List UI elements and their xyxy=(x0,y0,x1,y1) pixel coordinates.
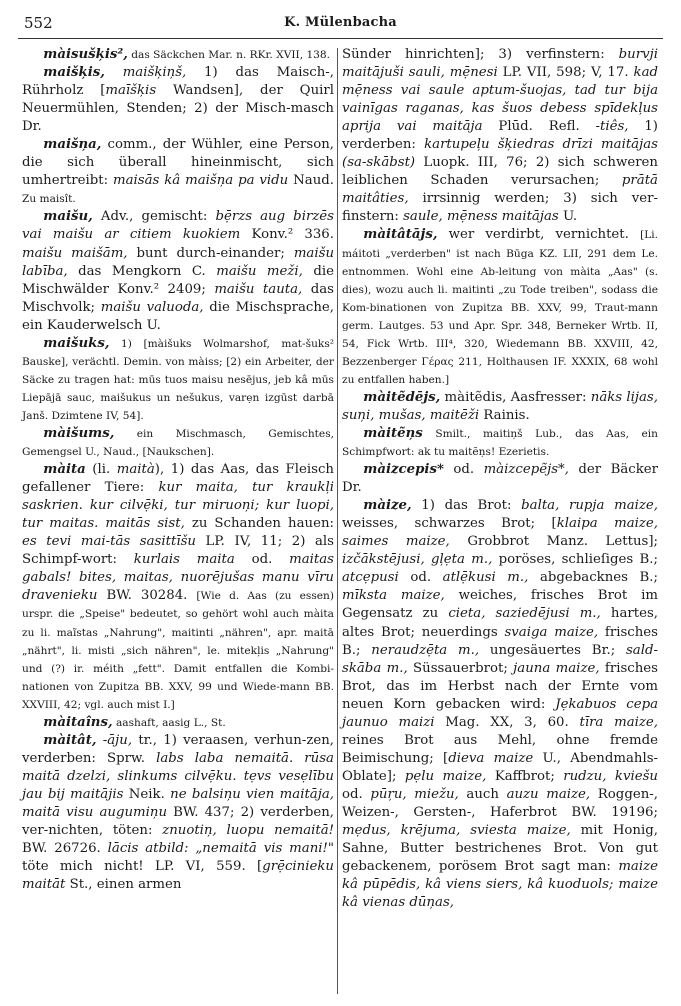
entry-note: Zu maisît. xyxy=(22,193,76,206)
entry-example: -tiês, xyxy=(595,119,629,135)
entry-text: Rainis. xyxy=(479,407,530,423)
dictionary-entry xyxy=(342,389,658,425)
entry-note: [Wie d. Aas (zu essen) urspr. die „Speise" bedeutet, so gehört wohl auch màita zu li. maĩstas „Nahrung", maitinti „nähren", apr. maitā „nährt", li. misti „sich nähren", le. mitekl̦is „Nahrung" und (?) ir. méith „fett". Damit entfallen die Kombi-nationen von Zupitza BB. XXV, 99 und Wiede-mann BB. XXVIII, 42; vgl. auch mist I.] xyxy=(22,590,335,711)
dictionary-entry xyxy=(22,208,334,334)
right-column xyxy=(342,46,658,912)
entry-example: ne balsiņu vien maitāja, maitā visu augumiņu xyxy=(22,786,335,820)
entry-text: od. xyxy=(398,570,443,586)
entry-example: mīksta maize, xyxy=(342,588,445,604)
entry-example: grẹ̄cinieku maitāt xyxy=(22,859,334,893)
entry-text: abgebacknes B.; xyxy=(528,570,659,586)
entry-text: od. xyxy=(342,786,371,802)
entry-example: mẹdus, krējuma, sviesta maize, xyxy=(342,823,571,839)
entry-text: Naud. xyxy=(288,173,334,189)
entry-headword: màitât, xyxy=(43,732,97,748)
entry-text: comm., der Wühler, eine Person, die sich überall hineinmischt, sich umhertreibt: xyxy=(22,137,334,189)
entry-text: Konv.² 336. xyxy=(240,227,334,243)
entry-example: màizcepẽjs*, xyxy=(483,462,569,478)
entry-text: Kaffbrot; xyxy=(486,768,564,784)
entry-text: BW. 437; 2) verderben, ver-nichten, töten: xyxy=(22,804,334,839)
entry-example: rudzu, kviešu xyxy=(563,768,658,784)
entry-text: LP. VII, 598; V, 17. xyxy=(497,65,634,81)
entry-text: BW. 30284. xyxy=(97,588,197,604)
entry-example: lācis atbild: „nemaitā vis mani!" xyxy=(107,841,334,857)
entry-note: aashaft, aasig L., St. xyxy=(112,716,226,729)
entry-headword: màize, xyxy=(363,498,412,514)
entry-example: kurlais maita xyxy=(133,552,235,568)
entry-headword: maišu, xyxy=(43,209,93,225)
entry-headword: màitâtājs, xyxy=(363,227,438,243)
entry-example: maize kâ pūpēdis, kâ viens siers, kâ kuoduols; maize kâ vienas dūņas, xyxy=(342,859,658,911)
entry-text: ungesäuertes Br.; xyxy=(479,642,626,658)
entry-example: atcẹpusi xyxy=(342,570,399,586)
entry-note: [Li. máitoti „verderben" ist nach Būga KZ. LII, 291 dem Le. entnommen. Wohl eine Ab-leitung von màita „Aas" (s. dies), wozu auch li. maitinti „zu Tode treiben", sodass die Kom-binationen von Zupitza BB. XXV, 99, Traut-mann germ. Lautges. 53 und Apr. Spr. 348, Berneker Wrtb. II, 54, Fick Wrtb. III⁴, 320, Wiedemann BB. XXVIII, 42, Bezzenberger Γέρας 211, Holthausen IF. XXXIX, 68 wohl zu entfallen haben.] xyxy=(342,229,658,386)
entry-example: maišķiņš, xyxy=(104,65,187,81)
entry-example: labs laba nemaitā. rūsa maitā dzelzi, slinkums cilvẹ̄ku. tẹvs vesẹlību jau bij maitājis xyxy=(22,750,334,802)
entry-text: weiches, frisches Brot im Gegensatz zu xyxy=(342,588,658,622)
dictionary-entry xyxy=(22,136,334,208)
entry-text: BW. 26726. xyxy=(22,841,108,857)
entry-text: irrsinnig werden; 3) sich ver-finstern: xyxy=(342,191,658,225)
entry-example: balta, rupja maize, xyxy=(521,498,659,514)
entry-example: prātā maitâties, xyxy=(342,173,658,207)
entry-text: Mag. XX, 3, 60. xyxy=(434,714,580,730)
entry-headword: màitẽdējs, xyxy=(363,389,441,405)
entry-headword: màišums, xyxy=(43,425,115,441)
entry-example: pūŗu, miežu, xyxy=(370,786,459,802)
entry-text: St., einen armen xyxy=(65,877,182,893)
entry-example: maišu tauta, xyxy=(214,281,303,297)
entry-text: 1) das Brot: xyxy=(411,498,522,514)
entry-text: Wandsen], der Quirl Neuermühlen, Stenden; 2) der Misch-masch Dr. xyxy=(22,83,334,135)
entry-text: das Mengkorn C. xyxy=(67,263,217,279)
dictionary-entry xyxy=(22,64,334,136)
dictionary-entry xyxy=(342,226,658,388)
entry-example: sald-skāba m., xyxy=(342,642,658,676)
entry-headword: maišuks, xyxy=(43,335,110,351)
entry-text: frisches Brot, das im Herbst nach der Ernte vom neuen Korn gebacken wird: xyxy=(342,660,658,712)
entry-example: maišu meži, xyxy=(216,263,303,279)
entry-text: die Mischsprache, ein Kauderwelsch U. xyxy=(22,299,334,333)
entry-note: 1) [màišuks Wolmarshof, mat-šuks² Bauske], verächtl. Demin. von màiss; [2) ein Arbeiter, der Säcke zu tragen hat: mūs tuos maisu nesējus, jeb kâ mūs Liepājā sauc, maišukus un nešukus, varẹn izgūst darbā Janš. Dzimtene IV, 54]. xyxy=(22,337,334,422)
entry-text: 1) das Maisch-, Rührholz [ xyxy=(22,65,334,99)
entry-text: Adv., gemischt: xyxy=(92,209,216,225)
entry-example: atlẹ̄kusi m., xyxy=(442,570,529,586)
entry-headword: màita xyxy=(43,462,86,478)
entry-note: das Säckchen Mar. n. RKr. XVII, 138. xyxy=(127,49,331,61)
entry-text: U., Abendmahls-Oblate]; xyxy=(342,750,659,784)
entry-example: es tevi mai-tās sasittīšu xyxy=(22,534,196,550)
dictionary-entry xyxy=(22,46,334,64)
entry-example: maīšķis xyxy=(105,83,157,99)
entry-text: 1) verderben: xyxy=(342,119,658,153)
entry-example: svaiga maize, xyxy=(504,624,599,640)
running-head: K. Mülenbacha xyxy=(284,15,397,30)
entry-example: bẹ̄rzs aug birzēs vai maišu ar citiem kuokiem xyxy=(22,209,335,243)
entry-example: maišu valuoda, xyxy=(100,299,204,315)
header-rule xyxy=(18,38,663,39)
entry-example: maità xyxy=(116,462,155,478)
entry-headword: màizcepis* xyxy=(363,462,444,478)
entry-text: Plūd. Refl. xyxy=(482,119,596,135)
dictionary-entry xyxy=(22,461,334,714)
dictionary-entry xyxy=(22,425,334,461)
dictionary-entry xyxy=(342,46,658,226)
entry-text: od. xyxy=(234,552,290,568)
entry-text: auch xyxy=(458,786,507,802)
entry-example: tīra maize, xyxy=(579,714,658,730)
left-column xyxy=(22,46,334,894)
entry-example: kad mẹ̄ness vai saule aptum-šuojas, tad tur bija vainīgas raganas, kas šuos debess spīdekļus aprija vai maitāja xyxy=(342,65,659,135)
entry-text: das Mischvolk; xyxy=(22,281,334,315)
entry-text: Sünder hinrichten]; 3) verfinstern: xyxy=(342,47,619,62)
entry-headword: màisušķis², xyxy=(43,47,128,62)
dictionary-entry xyxy=(22,335,334,425)
entry-headword: maišņa, xyxy=(43,137,102,153)
entry-text: poröses, schlieſiges B.; xyxy=(492,552,659,568)
entry-example: saule, mẹ̄ness maitājas xyxy=(403,209,559,225)
entry-example: kartupeļu šķiedras drīzi maitājas (sa-skābst) xyxy=(342,137,658,171)
entry-text: màitẽdis, Aasfresser: xyxy=(440,389,591,405)
entry-text: töte mich nicht! LP. VI, 559. [ xyxy=(22,859,263,875)
entry-text: reines Brot aus Mehl, ohne fremde Beimischung; [ xyxy=(342,732,658,766)
entry-text: bunt durch-einander; xyxy=(127,245,294,261)
page-header xyxy=(18,6,663,36)
entry-note: ein Mischmasch, Gemischtes, Gemengsel U., Naud., [Naukschen]. xyxy=(22,427,334,459)
entry-text: hartes, altes Brot; neuerdings xyxy=(342,606,658,640)
entry-example: jauna maize, xyxy=(513,660,600,676)
entry-note: Smilt., maitiņš Lub., das Aas, ein Schimpfwort: ak tu maitẽņs! Ezerietis. xyxy=(342,427,658,459)
entry-text: die Mischwälder Konv.² 2409; xyxy=(22,263,334,297)
dictionary-entry xyxy=(342,461,658,497)
entry-text: Süssauerbrot; xyxy=(407,660,514,676)
entry-headword: maišķis, xyxy=(43,65,105,81)
dictionary-entry xyxy=(22,732,334,894)
entry-example: maitas gabals! bites, maitas, nuorējušas manu vīru dravenieku xyxy=(22,552,334,604)
entry-text: od. xyxy=(443,462,484,478)
entry-example: neraudzẹ̄ta m., xyxy=(371,642,480,658)
entry-example: dieva maize xyxy=(448,750,534,766)
entry-text: frisches B.; xyxy=(342,624,658,658)
entry-example: klaipa maize, saimes maize, xyxy=(342,516,659,550)
entry-text: Grobbrot Manz. Lettus]; xyxy=(449,534,658,550)
entry-text: weisses, schwarzes Brot; [ xyxy=(342,516,557,532)
entry-example: Jẹkabuos cepa jaunuo maizi xyxy=(342,696,659,730)
dictionary-entry xyxy=(22,714,334,732)
dictionary-entry xyxy=(342,425,658,461)
entry-example: burvji maitājuši sauli, mẹ̄nesi xyxy=(342,47,658,81)
column-divider xyxy=(337,48,338,994)
entry-text: Luopk. III, 76; 2) sich schweren leiblichen Schaden verursachen; xyxy=(342,155,658,189)
entry-headword: màitẽņs xyxy=(363,425,423,441)
entry-text: U. xyxy=(558,209,578,225)
entry-example: cieta, saziedējusi m., xyxy=(448,606,601,622)
entry-text: Roggen-, Weizen-, Gersten-, Haferbrot BW. 19196; xyxy=(342,786,658,820)
dictionary-entry xyxy=(342,497,658,912)
entry-text: Neik. xyxy=(123,786,171,802)
entry-example: -āju, xyxy=(96,732,133,748)
entry-example: izčākstējusi, gļẹta m., xyxy=(342,552,493,568)
entry-example: znuotiņ, luopu nemaitā! xyxy=(162,823,334,839)
entry-example: auzu maize, xyxy=(506,786,591,802)
entry-text: mit Honig, Sahne, Butter bestrichenes Brot. Von gut gebackenem, porösem Brot sagt man: xyxy=(342,823,658,875)
entry-text: LP. IV, 11; 2) als Schimpf-wort: xyxy=(22,534,335,568)
entry-text: wer verdirbt, vernichtet. xyxy=(437,227,641,243)
entry-headword: màitaîns, xyxy=(43,714,113,730)
entry-example: maišu maišām, xyxy=(22,245,128,261)
entry-text: ), 1) das Aas, das Fleisch gefallener Tiere: xyxy=(22,462,334,496)
entry-example: kur maita, tur kraukļi saskrien. kur cilvẹ̄ki, tur miruoņi; kur luopi, tur maitas. maitās sist, xyxy=(22,480,334,532)
entry-text: (li. xyxy=(85,462,117,478)
entry-text: zu Schanden hauen: xyxy=(184,516,334,532)
entry-example: nāks lijas, suņi, mušas, maitēži xyxy=(342,389,658,423)
page-number: 552 xyxy=(24,14,53,32)
entry-text: der Bäcker Dr. xyxy=(342,462,658,496)
entry-example: pẹlu maize, xyxy=(404,768,487,784)
entry-example: maišu labība, xyxy=(22,245,335,279)
entry-text: tr., 1) veraasen, verhun-zen, verderben: Sprw. xyxy=(22,732,334,766)
entry-example: maisās kâ maišņa pa vidu xyxy=(113,173,289,189)
